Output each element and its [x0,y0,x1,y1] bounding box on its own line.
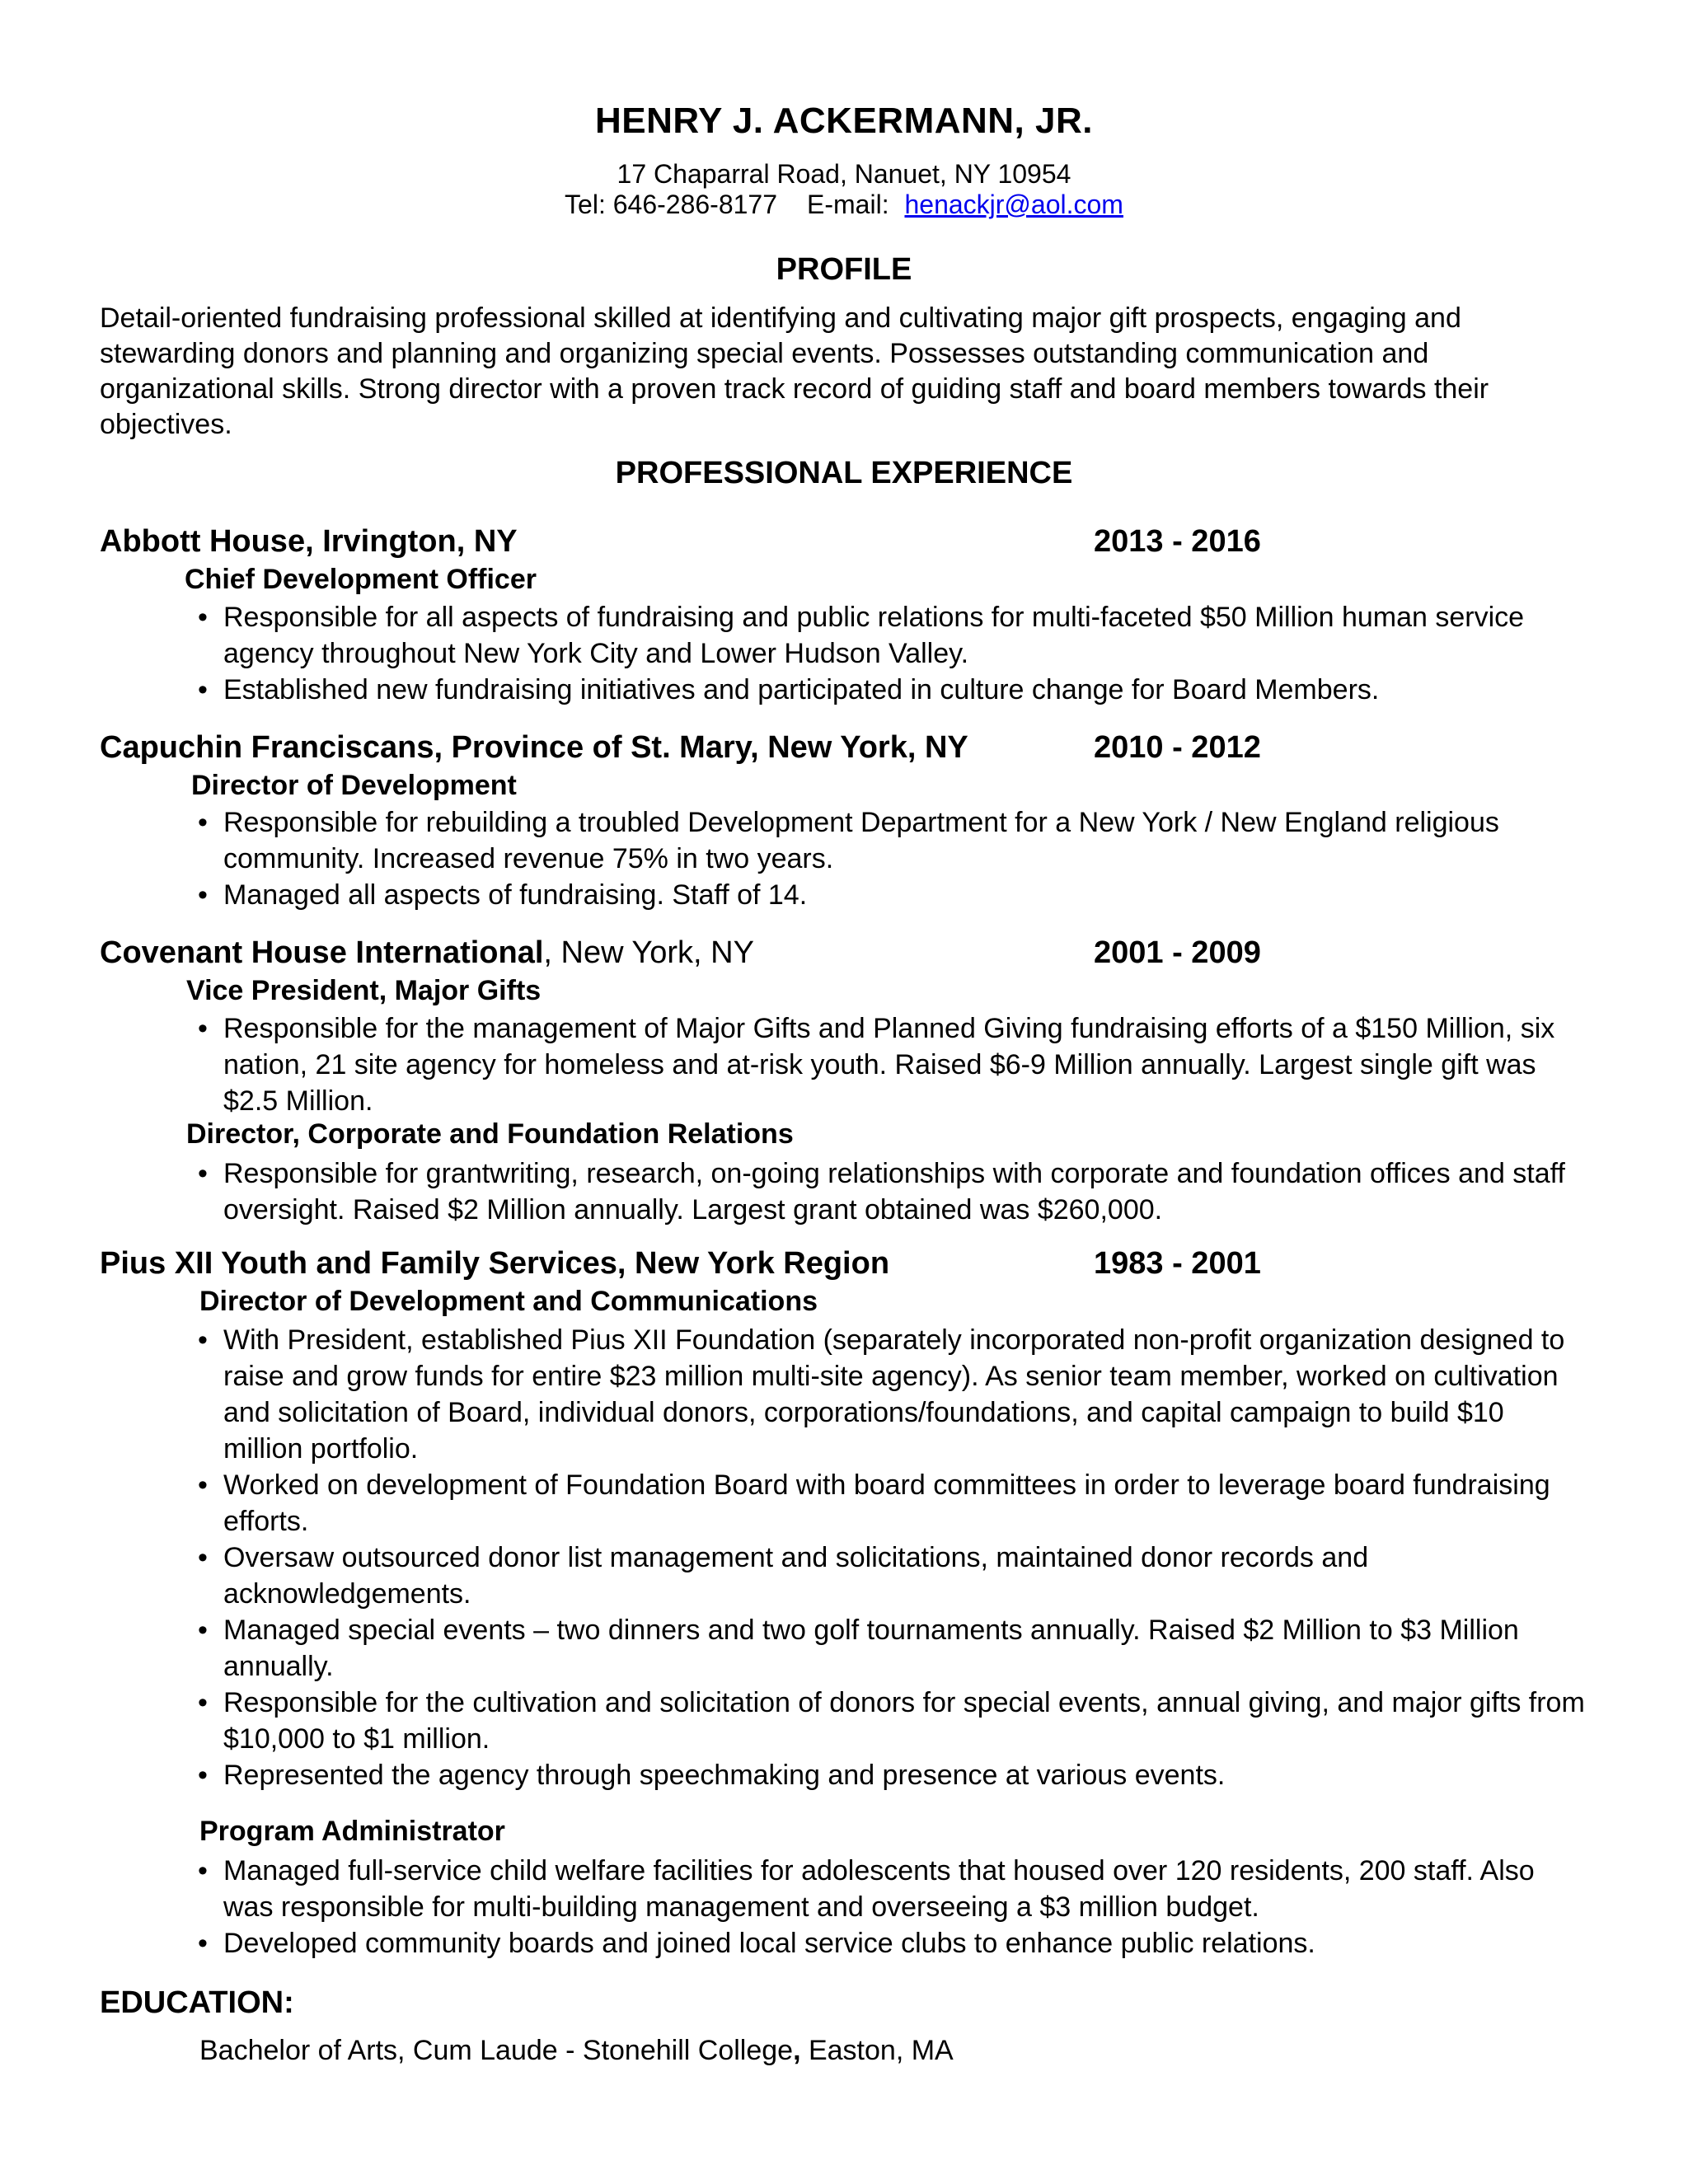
list-item: • Responsible for rebuilding a troubled Development Department for a New York / New England religious community. Increased revenue 75% in two years. [0,804,1588,877]
job-role: Chief Development Officer [185,564,537,595]
candidate-name: HENRY J. ACKERMANN, JR. [595,101,1093,141]
list-item: • Represented the agency through speechmaking and presence at various events. [0,1757,1588,1793]
job-years: 2001 - 2009 [1094,935,1261,970]
list-item: • Managed all aspects of fundraising. Staff of 14. [0,877,1588,913]
bullet-icon: • [198,1542,208,1573]
job-role: Director, Corporate and Foundation Relations [186,1118,794,1150]
bullet-icon: • [198,1687,208,1718]
telephone: Tel: 646-286-8177 [565,190,778,219]
job-years: 2013 - 2016 [1094,524,1261,559]
education-entry: Bachelor of Arts, Cum Laude - Stonehill College, Easton, MA [199,2035,954,2066]
list-item: • Oversaw outsourced donor list management and solicitations, maintained donor records and acknowledgements. [0,1540,1588,1612]
bullet-list [0,1322,1588,1793]
experience-heading: PROFESSIONAL EXPERIENCE [615,456,1073,490]
bullet-list [0,1155,1588,1228]
bullet-icon: • [198,807,208,838]
email-label: E-mail: [807,190,889,219]
bullet-icon: • [198,1928,208,1959]
list-item: • Managed special events – two dinners and two golf tournaments annually. Raised $2 Million to $3 Million annually. [0,1612,1588,1685]
job-organization: Capuchin Franciscans, Province of St. Mary, New York, NY [100,730,968,765]
list-item: • Worked on development of Foundation Board with board committees in order to leverage board fundraising efforts. [0,1467,1588,1540]
bullet-list [0,599,1588,708]
list-item: • Developed community boards and joined local service clubs to enhance public relations. [0,1925,1588,1961]
list-item: • With President, established Pius XII Foundation (separately incorporated non-profit organization designed to raise and grow funds for entire $23 million multi-site agency). As senior team member, worked on cultivation and solicitation of Board, individual donors, corporations/foundations, and capital campaign to build $10 million portfolio. [0,1322,1588,1467]
bullet-icon: • [198,1013,208,1044]
job-organization: Pius XII Youth and Family Services, New York Region [100,1246,890,1281]
job-role: Program Administrator [199,1816,505,1847]
list-item: • Responsible for the cultivation and solicitation of donors for special events, annual giving, and major gifts from $10,000 to $1 million. [0,1685,1588,1757]
bullet-icon: • [198,602,208,633]
contact-line [0,190,1688,220]
bullet-icon: • [198,1324,208,1356]
job-years: 2010 - 2012 [1094,730,1261,765]
bullet-icon: • [198,1855,208,1886]
bullet-icon: • [198,1158,208,1189]
list-item: • Responsible for grantwriting, research, on-going relationships with corporate and foundation offices and staff oversight. Raised $2 Million annually. Largest grant obtained was $260,000. [0,1155,1588,1228]
bullet-list [0,1010,1588,1119]
education-heading: EDUCATION: [100,1985,294,2020]
bullet-icon: • [198,674,208,705]
list-item: • Managed full-service child welfare facilities for adolescents that housed over 120 residents, 200 staff. Also was responsible for multi-building management and overseeing a $3 million budget. [0,1853,1588,1925]
bullet-icon: • [198,1469,208,1501]
bullet-list [0,1853,1588,1961]
bullet-icon: • [198,1760,208,1791]
address-line: 17 Chaparral Road, Nanuet, NY 10954 [617,159,1071,189]
list-item: • Responsible for all aspects of fundraising and public relations for multi-faceted $50 Million human service agency throughout New York City and Lower Hudson Valley. [0,599,1588,672]
job-role: Director of Development and Communications [199,1286,818,1317]
job-role: Director of Development [191,770,517,801]
bullet-icon: • [198,1615,208,1646]
job-organization: Abbott House, Irvington, NY [100,524,518,559]
profile-heading: PROFILE [776,252,912,287]
profile-text: Detail-oriented fundraising professional skilled at identifying and cultivating major gift prospects, engaging and stewarding donors and planning and organizing special events. Possesses outstanding communication and organizational skills. Strong director with a proven track record of guiding staff and board members towards their objectives. [100,302,1489,440]
list-item: • Responsible for the management of Major Gifts and Planned Giving fundraising efforts of a $150 Million, six nation, 21 site agency for homeless and at-risk youth. Raised $6-9 Million annually. Largest single gift was $2.5 Million. [0,1010,1588,1119]
job-role: Vice President, Major Gifts [186,975,542,1006]
bullet-icon: • [198,879,208,911]
job-organization: Covenant House International, New York, NY [100,935,754,970]
job-years: 1983 - 2001 [1094,1246,1261,1281]
bullet-list [0,804,1588,913]
email-link[interactable]: henackjr@aol.com [904,190,1123,219]
list-item: • Established new fundraising initiatives and participated in culture change for Board Members. [0,672,1588,708]
